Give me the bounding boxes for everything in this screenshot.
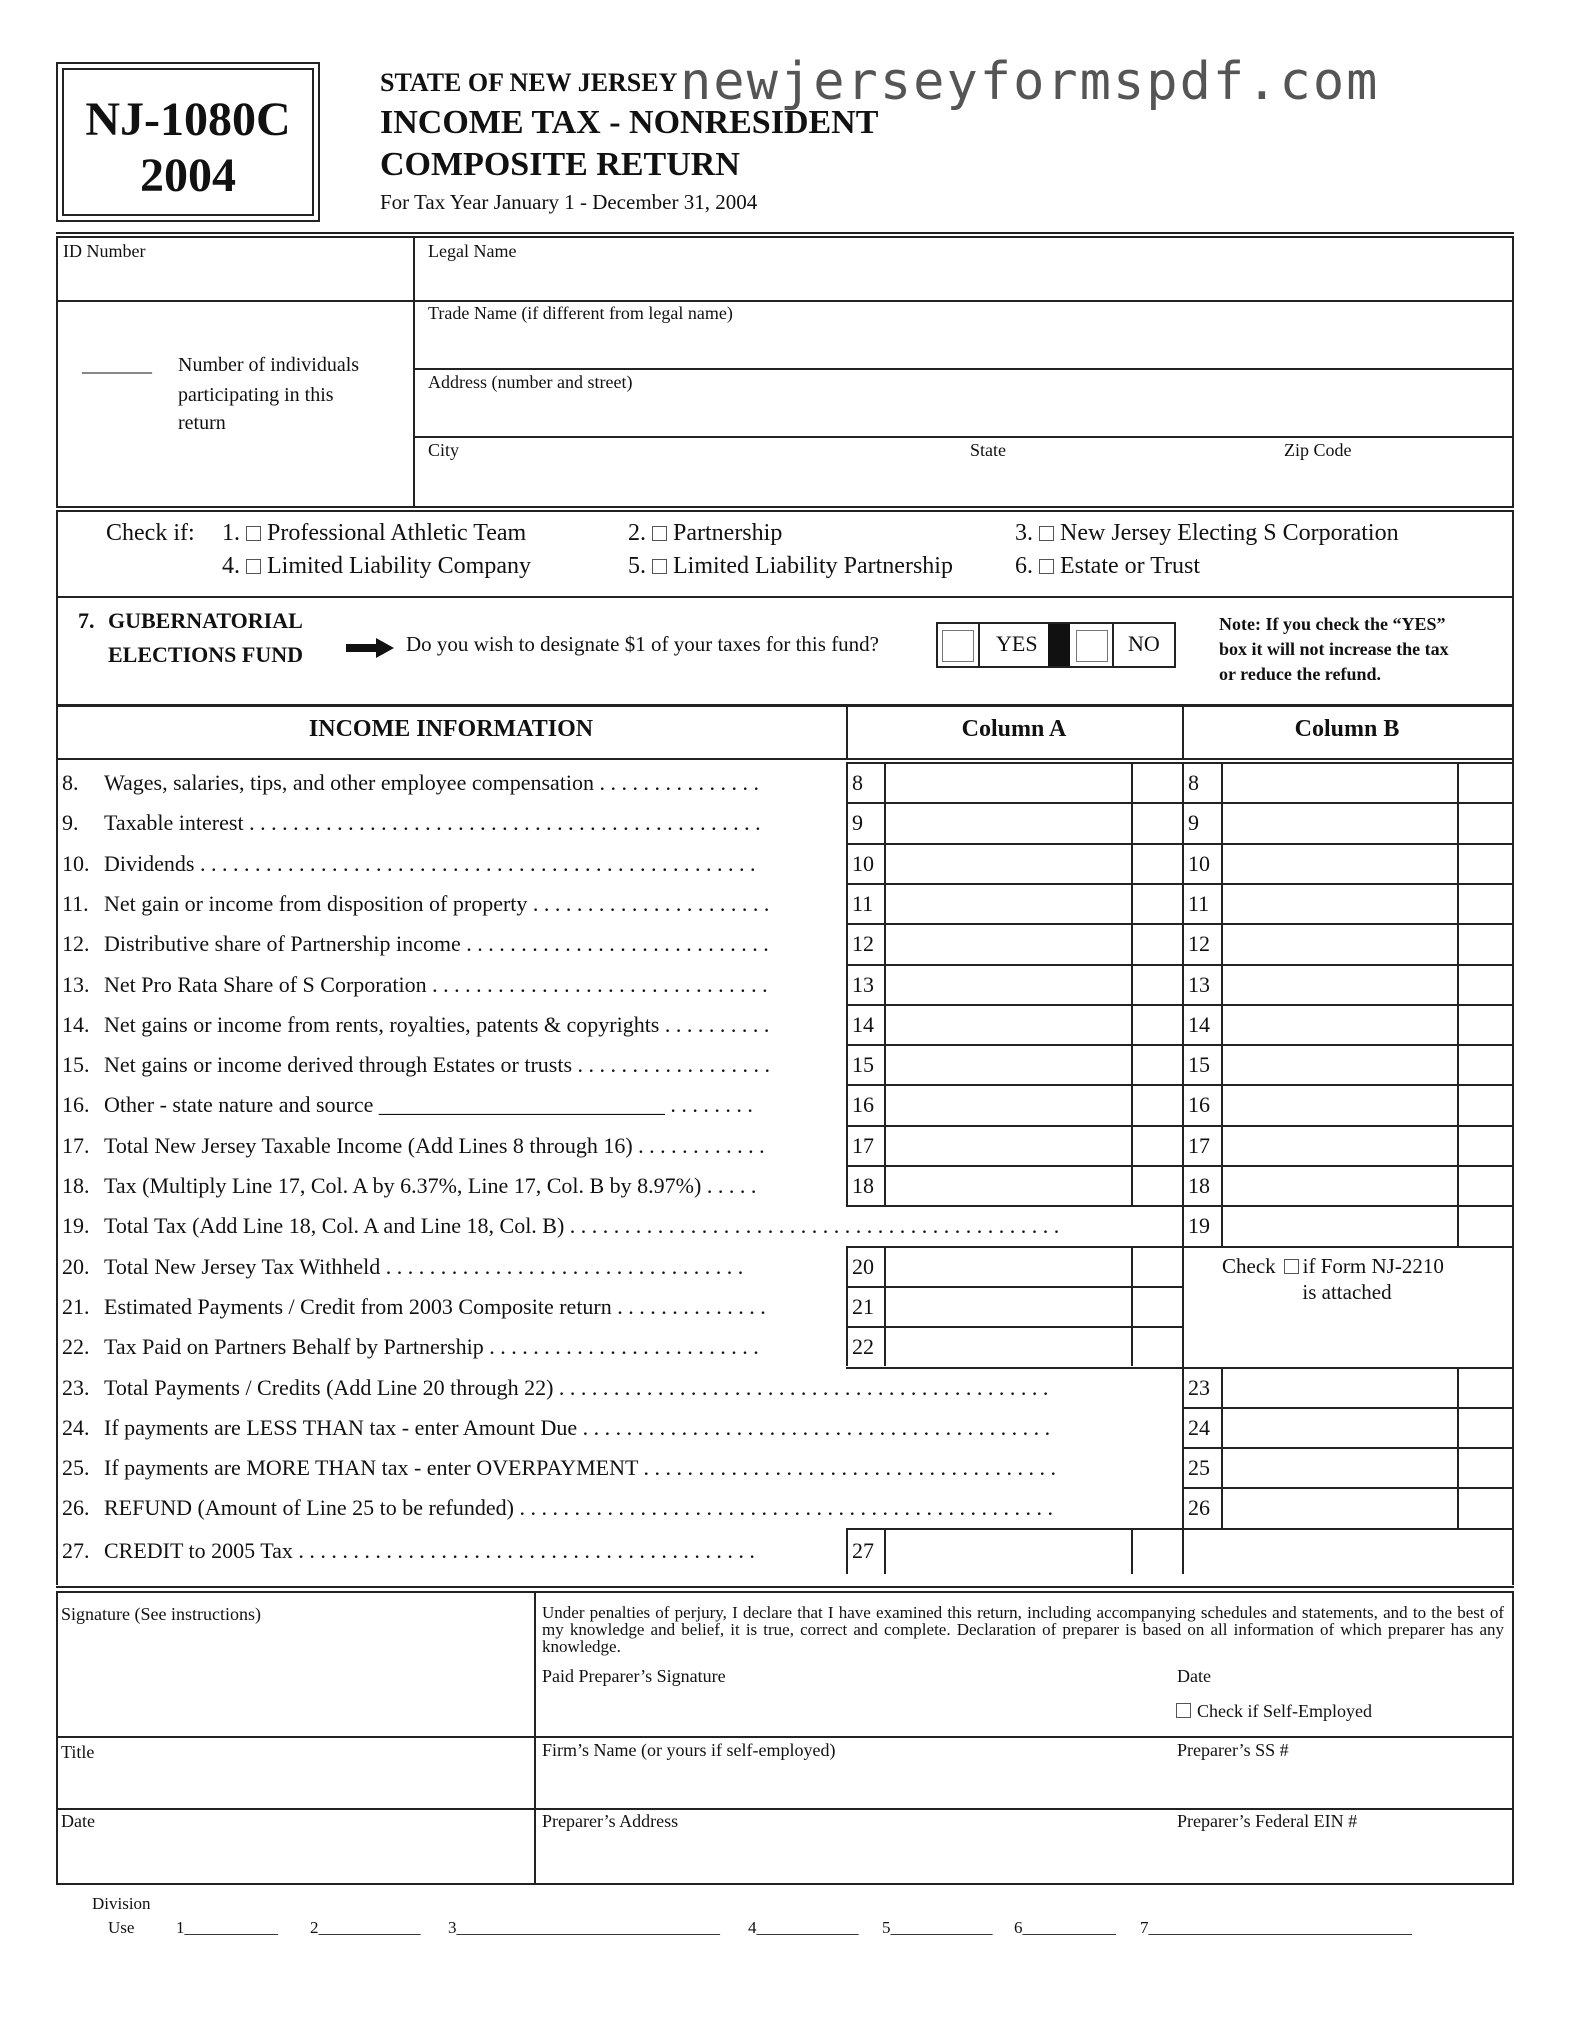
participants-label-1: Number of individuals bbox=[178, 354, 360, 376]
line-14-label: Net gains or income from rents, royalties, patents & copyrights . . . . . . . . . . bbox=[104, 1011, 770, 1037]
line-8-col-a-ref: 8 bbox=[852, 770, 863, 795]
division-use-label: Use bbox=[108, 1918, 135, 1937]
line-20-ref: 20 bbox=[852, 1253, 874, 1279]
line-17-col-b-input[interactable] bbox=[1221, 1127, 1512, 1163]
line-15-label: Net gains or income derived through Estates or trusts . . . . . . . . . . . . . . . . . . bbox=[104, 1052, 771, 1078]
line-15-num: 15. bbox=[62, 1052, 90, 1078]
line-12-col-a-ref: 12 bbox=[852, 931, 874, 957]
line-26-input[interactable] bbox=[1221, 1489, 1512, 1525]
option-1-checkbox[interactable] bbox=[246, 526, 261, 541]
line-22-ref: 22 bbox=[852, 1334, 874, 1360]
form-title-line1: INCOME TAX - NONRESIDENT bbox=[380, 104, 879, 141]
date-label: Date bbox=[61, 1811, 95, 1831]
line-16-col-b-ref: 16 bbox=[1188, 1092, 1210, 1118]
yes-checkbox[interactable] bbox=[942, 630, 974, 662]
line-11-label: Net gain or income from disposition of property . . . . . . . . . . . . . . . . . . . . . . bbox=[104, 890, 770, 916]
line-9-col-b-ref: 9 bbox=[1188, 810, 1199, 836]
yes-label: YES bbox=[996, 631, 1038, 656]
line-16-num: 16. bbox=[62, 1092, 90, 1118]
line-11-col-b-input[interactable] bbox=[1221, 885, 1512, 921]
line-13-col-a-ref: 13 bbox=[852, 971, 874, 997]
gubernatorial-num: 7. bbox=[78, 608, 95, 633]
line-15-col-a-input[interactable] bbox=[884, 1046, 1182, 1082]
line-9-col-a-ref: 9 bbox=[852, 810, 863, 836]
state-heading: STATE OF NEW JERSEY bbox=[380, 68, 678, 97]
nj2210-check[interactable]: Check if Form NJ-2210 bbox=[1222, 1253, 1444, 1278]
option-5-checkbox[interactable] bbox=[652, 559, 667, 574]
line-10-col-a-input[interactable] bbox=[884, 845, 1182, 881]
line-22-num: 22. bbox=[62, 1334, 90, 1360]
line-20-input[interactable] bbox=[884, 1248, 1182, 1284]
line-8-col-b-input[interactable] bbox=[1221, 764, 1512, 800]
line-24-label: If payments are LESS THAN tax - enter Amount Due . . . . . . . . . . . . . . . . . . . . . . . . . . . . . . . . . . . . . . . . . . . bbox=[104, 1414, 1051, 1440]
gubernatorial-line1: GUBERNATORIAL bbox=[108, 608, 303, 633]
line-22-input[interactable] bbox=[884, 1328, 1182, 1364]
arrow-icon bbox=[346, 636, 396, 665]
line-12-num: 12. bbox=[62, 931, 90, 957]
line-16-label: Other - state nature and source __________________________ . . . . . . . . bbox=[104, 1092, 753, 1118]
line-27-label: CREDIT to 2005 Tax . . . . . . . . . . . . . . . . . . . . . . . . . . . . . . . . . . . . . . . . . . bbox=[104, 1537, 755, 1563]
division-field-5: 5____________ bbox=[882, 1918, 993, 1937]
note-line3: or reduce the refund. bbox=[1219, 664, 1381, 684]
line-9-label: Taxable interest . . . . . . . . . . . . . . . . . . . . . . . . . . . . . . . . . . . . . . . . . . . . . . . bbox=[104, 810, 761, 836]
preparer-ein-label: Preparer’s Federal EIN # bbox=[1177, 1811, 1358, 1831]
line-23-label: Total Payments / Credits (Add Line 20 through 22) . . . . . . . . . . . . . . . . . . . . . . . . . . . . . . . . . . . . . . . . . . . . . bbox=[104, 1374, 1049, 1400]
preparer-address-label: Preparer’s Address bbox=[542, 1811, 679, 1831]
option-3[interactable]: 3. New Jersey Electing S Corporation bbox=[1015, 520, 1399, 546]
line-8-col-a-input[interactable] bbox=[884, 764, 1182, 800]
line-17-label: Total New Jersey Taxable Income (Add Lines 8 through 16) . . . . . . . . . . . . bbox=[104, 1132, 765, 1158]
form-title-line2: COMPOSITE RETURN bbox=[380, 146, 740, 183]
line-9-col-b-input[interactable] bbox=[1221, 804, 1512, 840]
line-17-col-a-ref: 17 bbox=[852, 1132, 874, 1158]
line-17-col-b-ref: 17 bbox=[1188, 1132, 1210, 1158]
option-2-checkbox[interactable] bbox=[652, 526, 667, 541]
line-11-num: 11. bbox=[62, 890, 89, 916]
line-18-col-a-input[interactable] bbox=[884, 1167, 1182, 1203]
line-18-num: 18. bbox=[62, 1173, 90, 1198]
line-8-col-b-ref: 8 bbox=[1188, 770, 1199, 795]
participants-label-2: participating in this bbox=[178, 384, 334, 406]
option-1[interactable]: 1. Professional Athletic Team bbox=[222, 520, 527, 546]
line-19-num: 19. bbox=[62, 1213, 90, 1239]
yes-no-group bbox=[936, 622, 1176, 668]
address-label: Address (number and street) bbox=[428, 372, 633, 392]
line-14-col-b-input[interactable] bbox=[1221, 1006, 1512, 1042]
line-14-col-a-ref: 14 bbox=[852, 1011, 874, 1037]
form-id: NJ-1080C bbox=[85, 93, 291, 146]
legal-name-label: Legal Name bbox=[428, 241, 517, 261]
line-12-col-b-input[interactable] bbox=[1221, 925, 1512, 961]
zip-label: Zip Code bbox=[1284, 440, 1352, 460]
line-17-col-a-input[interactable] bbox=[884, 1127, 1182, 1163]
line-16-col-b-input[interactable] bbox=[1221, 1086, 1512, 1122]
division-field-4: 4____________ bbox=[748, 1918, 859, 1937]
line-11-col-b-ref: 11 bbox=[1188, 890, 1210, 916]
no-checkbox[interactable] bbox=[1076, 630, 1108, 662]
line-14-num: 14. bbox=[62, 1011, 90, 1037]
line-24-input[interactable] bbox=[1221, 1409, 1512, 1445]
line-11-col-a-input[interactable] bbox=[884, 885, 1182, 921]
line-24-ref: 24 bbox=[1188, 1414, 1210, 1440]
line-23-ref: 23 bbox=[1188, 1374, 1210, 1400]
line-25-input[interactable] bbox=[1221, 1449, 1512, 1485]
city-label: City bbox=[428, 440, 460, 460]
option-6-checkbox[interactable] bbox=[1039, 559, 1054, 574]
line-16-col-a-input[interactable] bbox=[884, 1086, 1182, 1122]
line-18-col-a-ref: 18 bbox=[852, 1173, 874, 1198]
line-23-num: 23. bbox=[62, 1374, 90, 1400]
line-8-label: Wages, salaries, tips, and other employee compensation . . . . . . . . . . . . . . . bbox=[104, 770, 760, 795]
nj2210-attached-text: is attached bbox=[1302, 1279, 1392, 1304]
line-26-num: 26. bbox=[62, 1495, 90, 1521]
signature-label: Signature (See instructions) bbox=[61, 1604, 261, 1624]
note-line2: box it will not increase the tax bbox=[1219, 639, 1449, 659]
line-10-label: Dividends . . . . . . . . . . . . . . . . . . . . . . . . . . . . . . . . . . . . . . . . . . . . . . . . . . . bbox=[104, 850, 756, 876]
division-field-2: 2____________ bbox=[310, 1918, 421, 1937]
line-19-input[interactable] bbox=[1221, 1207, 1512, 1243]
line-10-col-b-input[interactable] bbox=[1221, 845, 1512, 881]
division-label: Division bbox=[92, 1894, 151, 1913]
line-8-num: 8. bbox=[62, 770, 79, 795]
line-26-label: REFUND (Amount of Line 25 to be refunded) . . . . . . . . . . . . . . . . . . . . . . . . . . . . . . . . . . . . . . . . . . . . . . . . . bbox=[104, 1495, 1053, 1521]
line-19-ref: 19 bbox=[1188, 1213, 1210, 1239]
preparer-date-label: Date bbox=[1177, 1666, 1211, 1686]
line-15-col-b-input[interactable] bbox=[1221, 1046, 1512, 1082]
line-25-num: 25. bbox=[62, 1455, 90, 1481]
declaration-text: Under penalties of perjury, I declare that I have examined this return, including accompanying schedules and statements, and to the best of my knowledge and belief, it is true, correct and complete. Declaration of preparer is based on all information of which preparer has any knowledge. bbox=[542, 1603, 1504, 1656]
line-11-col-a-ref: 11 bbox=[852, 890, 874, 916]
line-12-label: Distributive share of Partnership income . . . . . . . . . . . . . . . . . . . . . . . . . . . . bbox=[104, 931, 769, 957]
line-15-col-b-ref: 15 bbox=[1188, 1052, 1210, 1078]
self-employed-checkbox[interactable] bbox=[1176, 1703, 1191, 1718]
line-10-col-b-ref: 10 bbox=[1188, 850, 1210, 876]
line-13-col-b-input[interactable] bbox=[1221, 966, 1512, 1002]
line-13-label: Net Pro Rata Share of S Corporation . . . . . . . . . . . . . . . . . . . . . . . . . . . . . . . bbox=[104, 971, 768, 997]
line-14-col-a-input[interactable] bbox=[884, 1006, 1182, 1042]
line-23-input[interactable] bbox=[1221, 1369, 1512, 1405]
self-employed[interactable]: Check if Self-Employed bbox=[1172, 1701, 1372, 1722]
line-17-num: 17. bbox=[62, 1132, 90, 1158]
line-24-num: 24. bbox=[62, 1414, 90, 1440]
firm-name-label: Firm’s Name (or yours if self-employed) bbox=[542, 1740, 836, 1760]
line-13-col-a-input[interactable] bbox=[884, 966, 1182, 1002]
line-12-col-b-ref: 12 bbox=[1188, 931, 1210, 957]
division-field-3: 3_______________________________ bbox=[448, 1918, 720, 1937]
line-18-label: Tax (Multiply Line 17, Col. A by 6.37%, Line 17, Col. B by 8.97%) . . . . . bbox=[104, 1173, 757, 1198]
participants-blank[interactable]: _______ bbox=[82, 354, 152, 376]
option-5[interactable]: 5. Limited Liability Partnership bbox=[628, 553, 953, 579]
division-field-7: 7_______________________________ bbox=[1140, 1918, 1412, 1937]
option-2[interactable]: 2. Partnership bbox=[628, 520, 783, 546]
note-line1: Note: If you check the “YES” bbox=[1219, 614, 1446, 634]
division-field-6: 6___________ bbox=[1014, 1918, 1116, 1937]
line-27-input[interactable] bbox=[884, 1530, 1182, 1566]
state-label: State bbox=[970, 440, 1006, 460]
option-3-checkbox[interactable] bbox=[1039, 526, 1054, 541]
divider-block bbox=[1048, 624, 1070, 666]
line-18-col-b-input[interactable] bbox=[1221, 1167, 1512, 1203]
line-15-col-a-ref: 15 bbox=[852, 1052, 874, 1078]
trade-name-label: Trade Name (if different from legal name) bbox=[428, 303, 733, 323]
option-4-checkbox[interactable] bbox=[246, 559, 261, 574]
line-10-num: 10. bbox=[62, 850, 90, 876]
line-27-num: 27. bbox=[62, 1537, 90, 1563]
column-b-heading: Column B bbox=[1294, 716, 1400, 742]
line-22-label: Tax Paid on Partners Behalf by Partnership . . . . . . . . . . . . . . . . . . . . . . . . . bbox=[104, 1334, 759, 1360]
form-id-box bbox=[56, 62, 320, 222]
nj2210-checkbox[interactable] bbox=[1284, 1259, 1299, 1274]
line-21-input[interactable] bbox=[884, 1288, 1182, 1324]
line-14-col-b-ref: 14 bbox=[1188, 1011, 1210, 1037]
line-13-num: 13. bbox=[62, 971, 90, 997]
line-10-col-a-ref: 10 bbox=[852, 850, 874, 876]
line-25-label: If payments are MORE THAN tax - enter OVERPAYMENT . . . . . . . . . . . . . . . . . . . . . . . . . . . . . . . . . . . . . . bbox=[104, 1455, 1057, 1481]
option-4[interactable]: 4. Limited Liability Company bbox=[222, 553, 531, 579]
form-year: 2004 bbox=[140, 149, 236, 202]
line-16-col-a-ref: 16 bbox=[852, 1092, 874, 1118]
line-25-ref: 25 bbox=[1188, 1455, 1210, 1481]
preparer-ss-label: Preparer’s SS # bbox=[1177, 1740, 1289, 1760]
tax-year: For Tax Year January 1 - December 31, 2004 bbox=[380, 190, 758, 214]
line-19-label: Total Tax (Add Line 18, Col. A and Line 18, Col. B) . . . . . . . . . . . . . . . . . . . . . . . . . . . . . . . . . . . . . . . . . . . . . bbox=[104, 1213, 1060, 1239]
line-18-col-b-ref: 18 bbox=[1188, 1173, 1210, 1198]
check-if-label: Check if: bbox=[106, 520, 195, 546]
column-a-heading: Column A bbox=[961, 716, 1067, 742]
line-21-num: 21. bbox=[62, 1293, 90, 1319]
gubernatorial-line2: ELECTIONS FUND bbox=[108, 642, 303, 667]
id-number-label: ID Number bbox=[63, 241, 146, 261]
option-6[interactable]: 6. Estate or Trust bbox=[1015, 553, 1201, 579]
watermark: newjerseyformspdf.com bbox=[680, 52, 1380, 112]
gubernatorial-question: Do you wish to designate $1 of your taxes for this fund? bbox=[406, 632, 880, 656]
line-13-col-b-ref: 13 bbox=[1188, 971, 1210, 997]
title-label: Title bbox=[61, 1742, 95, 1762]
line-20-label: Total New Jersey Tax Withheld . . . . . . . . . . . . . . . . . . . . . . . . . . . . . . . . . bbox=[104, 1253, 744, 1279]
income-heading: INCOME INFORMATION bbox=[308, 716, 594, 742]
line-9-col-a-input[interactable] bbox=[884, 804, 1182, 840]
division-field-1: 1___________ bbox=[176, 1918, 278, 1937]
line-12-col-a-input[interactable] bbox=[884, 925, 1182, 961]
participants-label-3: return bbox=[178, 412, 226, 434]
line-21-ref: 21 bbox=[852, 1293, 874, 1319]
line-21-label: Estimated Payments / Credit from 2003 Composite return . . . . . . . . . . . . . . bbox=[104, 1293, 766, 1319]
no-label: NO bbox=[1128, 631, 1160, 656]
line-9-num: 9. bbox=[62, 810, 79, 836]
line-26-ref: 26 bbox=[1188, 1495, 1210, 1521]
paid-preparer-label: Paid Preparer’s Signature bbox=[542, 1666, 726, 1686]
line-20-num: 20. bbox=[62, 1253, 90, 1279]
line-27-ref: 27 bbox=[852, 1537, 874, 1563]
